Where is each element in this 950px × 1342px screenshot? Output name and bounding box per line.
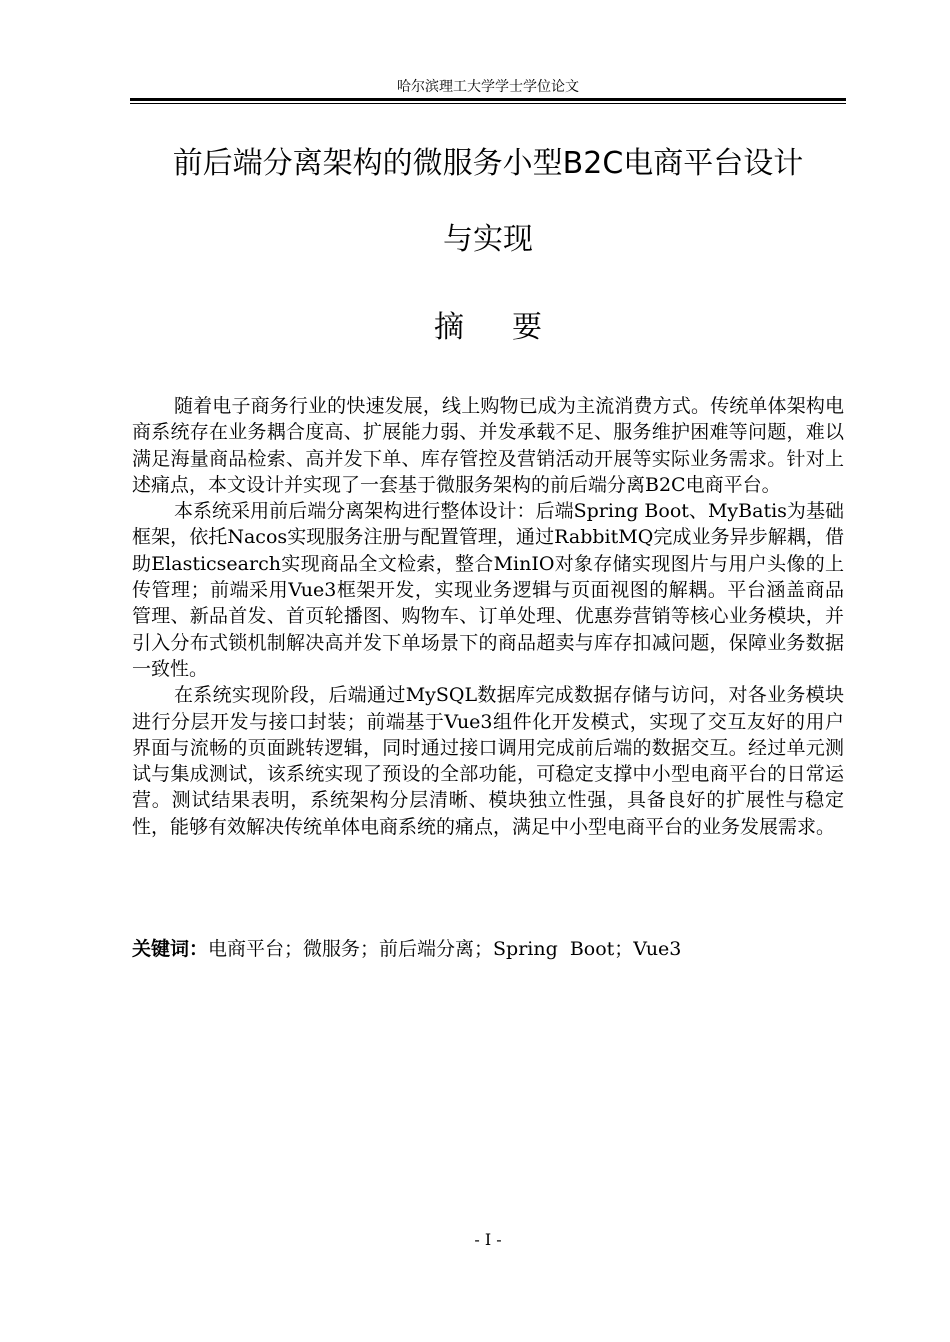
keywords	[132, 936, 844, 962]
abstract-paragraph-2: 本系统采用前后端分离架构进行整体设计：后端Spring Boot、MyBatis为基础框架，依托Nacos实现服务注册与配置管理，通过RabbitMQ完成业务异步解耦，借助Elasticsearch实现商品全文检索，整合MinIO对象存储实现图片与用户头像的上传管理；前端采用Vue3框架开发，实现业务逻辑与页面视图的解耦。平台涵盖商品管理、新品首发、首页轮播图、购物车、订单处理、优惠券营销等核心业务模块，并引入分布式锁机制解决高并发下单场景下的商品超卖与库存扣减问题，保障业务数据一致性。	[132, 500, 844, 680]
page-number: - I -	[474, 1230, 502, 1249]
keywords-label: 关键词：	[132, 938, 209, 960]
abstract-heading: 摘要	[434, 310, 590, 345]
header-rule-thick	[130, 98, 846, 101]
keywords-text: 电商平台；微服务；前后端分离；Spring Boot；Vue3	[208, 938, 682, 960]
abstract-paragraph-1: 随着电子商务行业的快速发展，线上购物已成为主流消费方式。传统单体架构电商系统存在业务耦合度高、扩展能力弱、并发承载不足、服务维护困难等问题，难以满足海量商品检索、高并发下单、库存管控及营销活动开展等实际业务需求。针对上述痛点，本文设计并实现了一套基于微服务架构的前后端分离B2C电商平台。	[132, 395, 844, 496]
header-rule-thin	[130, 103, 846, 104]
abstract-paragraph-3: 在系统实现阶段，后端通过MySQL数据库完成数据存储与访问，对各业务模块进行分层开发与接口封装；前端基于Vue3组件化开发模式，实现了交互友好的用户界面与流畅的页面跳转逻辑，同时通过接口调用完成前后端的数据交互。经过单元测试与集成测试，该系统实现了预设的全部功能，可稳定支撑中小型电商平台的日常运营。测试结果表明，系统架构分层清晰、模块独立性强，具备良好的扩展性与稳定性，能够有效解决传统单体电商系统的痛点，满足中小型电商平台的业务发展需求。	[132, 684, 844, 838]
running-header: 哈尔滨理工大学学士学位论文	[397, 79, 579, 95]
abstract-body	[132, 393, 844, 840]
paper-title-line-2: 与实现	[443, 222, 533, 257]
paper-title-line-1: 前后端分离架构的微服务小型B2C电商平台设计	[172, 146, 804, 181]
